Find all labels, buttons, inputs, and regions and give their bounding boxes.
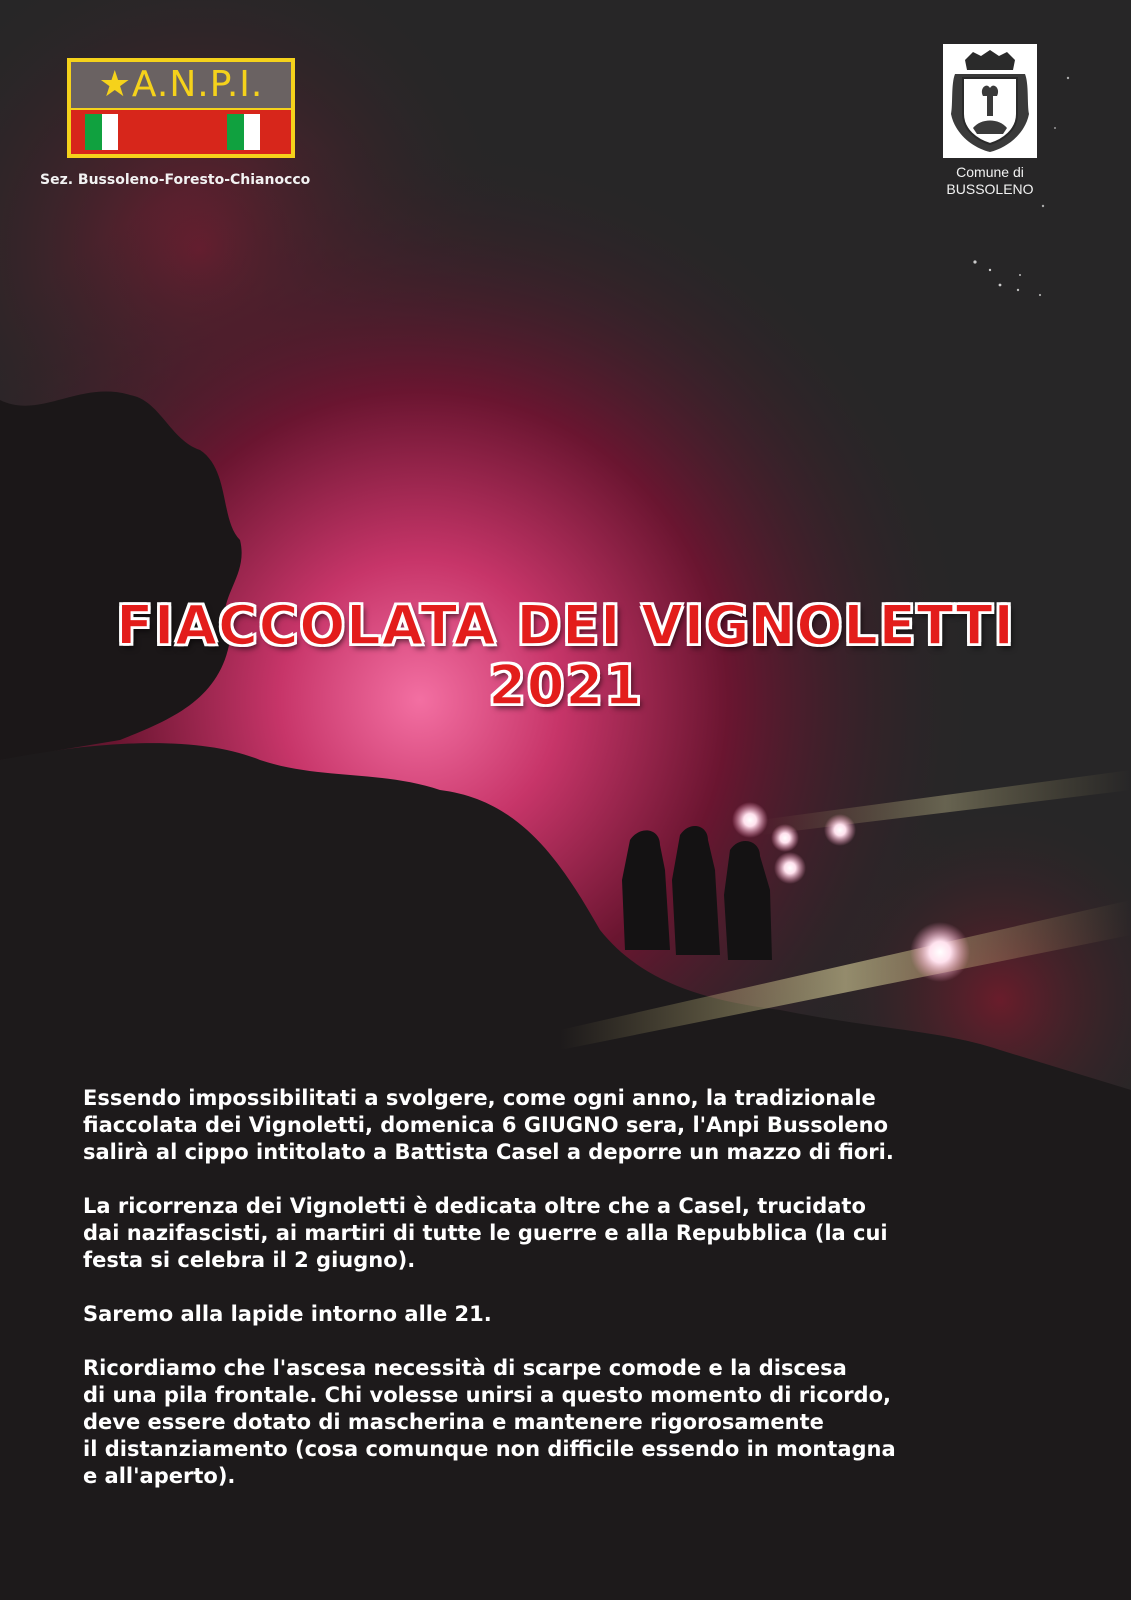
poster-title (0, 596, 1131, 716)
text-line: di una pila frontale. Chi volesse unirsi a questo momento di ricordo, (83, 1383, 891, 1407)
text-line: dai nazifascisti, ai martiri di tutte le guerre e alla Repubblica (la cui (83, 1221, 888, 1245)
text-line: il distanziamento (cosa comunque non difficile essendo in montagna (83, 1437, 896, 1461)
anpi-logo-text: A.N.P.I. (131, 64, 264, 105)
paragraph-intro (83, 1085, 1093, 1166)
paragraph-requirements (83, 1355, 1093, 1490)
text-line: deve essere dotato di mascherina e mantenere rigorosamente (83, 1410, 824, 1434)
text-line: salirà al cippo intitolato a Battista Casel a deporre un mazzo di fiori. (83, 1140, 894, 1164)
anpi-logo-text-panel (71, 62, 291, 108)
anpi-section-label: Sez. Bussoleno-Foresto-Chianocco (40, 172, 311, 188)
announcement-body (83, 1085, 1093, 1517)
text-line: e all'aperto). (83, 1464, 236, 1488)
paragraph-dedication (83, 1193, 1093, 1274)
anpi-logo-flags (71, 110, 291, 154)
text-line: Saremo alla lapide intorno alle 21. (83, 1302, 492, 1326)
text-line: Essendo impossibilitati a svolgere, come ogni anno, la tradizionale (83, 1086, 876, 1110)
text-line: festa si celebra il 2 giugno). (83, 1248, 416, 1272)
anpi-logo (67, 58, 295, 158)
text-line: La ricorrenza dei Vignoletti è dedicata oltre che a Casel, trucidato (83, 1194, 866, 1218)
paragraph-meeting-time (83, 1301, 1093, 1328)
comune-label (915, 164, 1065, 198)
comune-label-line2: BUSSOLENO (946, 181, 1034, 197)
comune-crest-logo (943, 44, 1037, 158)
comune-label-line1: Comune di (956, 164, 1024, 180)
italian-flag-icon (227, 114, 277, 150)
italian-flag-icon (85, 114, 135, 150)
text-line: Ricordiamo che l'ascesa necessità di scarpe comode e la discesa (83, 1356, 847, 1380)
poster-title-year: 2021 (488, 654, 643, 717)
text-line: fiaccolata dei Vignoletti, domenica 6 GIUGNO sera, l'Anpi Bussoleno (83, 1113, 889, 1137)
coat-of-arms-icon (943, 44, 1037, 158)
poster-title-line1: FIACCOLATA DEI VIGNOLETTI (116, 594, 1015, 657)
star-icon: ★ (98, 64, 132, 105)
